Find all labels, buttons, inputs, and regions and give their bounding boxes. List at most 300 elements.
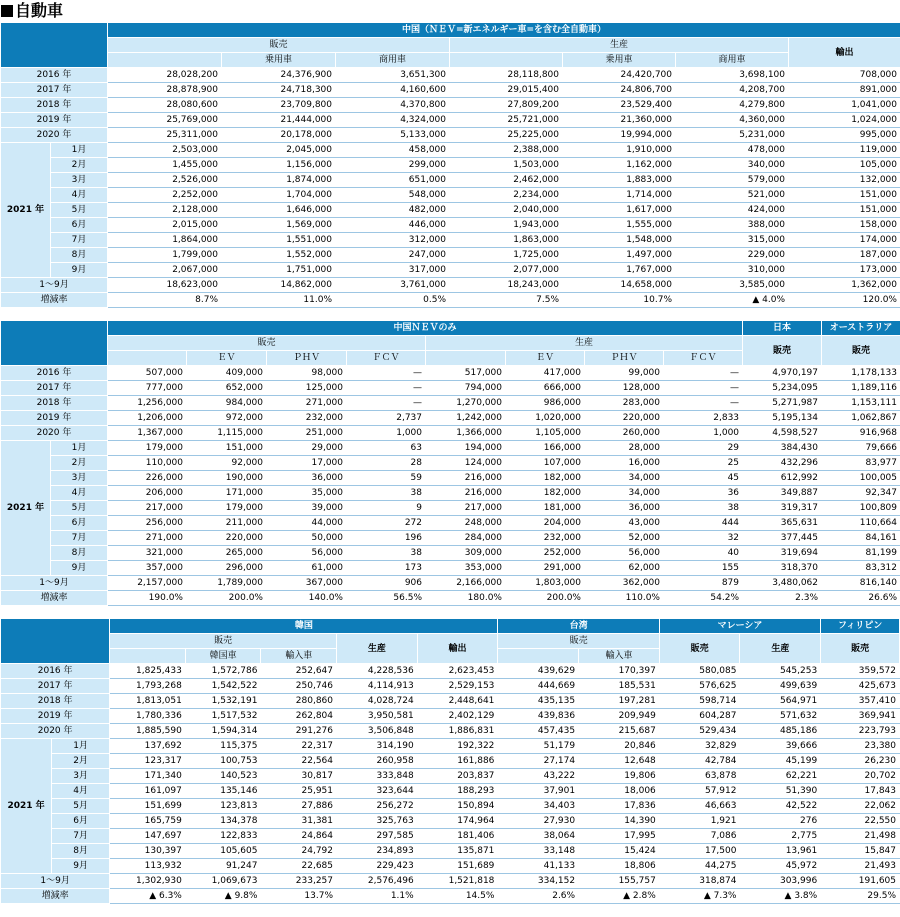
table-cell: — (664, 366, 743, 381)
australia-sales-header: 販売 (822, 336, 900, 366)
table-cell: 35,000 (267, 486, 347, 501)
table-cell: 42,522 (740, 799, 821, 814)
table-cell: 161,097 (110, 784, 186, 799)
table-cell: 312,000 (336, 233, 450, 248)
group-header-australia: オーストラリア (822, 321, 900, 336)
table-row (1, 829, 900, 844)
table-cell: 548,000 (336, 188, 450, 203)
table-row (1, 561, 900, 576)
table-cell: 223,793 (821, 724, 900, 739)
table-cell: 1,000 (664, 426, 743, 441)
table-cell: 283,000 (585, 396, 664, 411)
table-row (1, 158, 900, 173)
table-cell: — (664, 381, 743, 396)
table-cell: 217,000 (426, 501, 506, 516)
table-cell: 25 (664, 456, 743, 471)
table-cell: 190.0% (108, 591, 187, 606)
table-cell: 24,792 (261, 844, 337, 859)
table-cell: 314,190 (337, 739, 418, 754)
table-cell: 29,015,400 (450, 83, 563, 98)
table-cell: 2,737 (347, 411, 426, 426)
table-cell: 972,000 (187, 411, 267, 426)
table-cell: 7.5% (450, 293, 563, 308)
table-cell: 200.0% (187, 591, 267, 606)
table-cell: 362,000 (585, 576, 664, 591)
table-cell: 110,000 (108, 456, 187, 471)
table-cell: 7,086 (659, 829, 740, 844)
table-row (1, 456, 900, 471)
table-cell: 4,360,000 (676, 113, 789, 128)
row-label: 2017 年 (1, 381, 108, 396)
table-cell: 986,000 (506, 396, 585, 411)
table-cell: 151,000 (187, 441, 267, 456)
table-cell: 529,434 (659, 724, 740, 739)
table-cell: 20,178,000 (222, 128, 336, 143)
malaysia-sales-header: 販売 (659, 634, 740, 664)
table-cell: 248,000 (426, 516, 506, 531)
table-cell: 174,964 (417, 814, 498, 829)
table-cell: 1,020,000 (506, 411, 585, 426)
nev-production-ev-header: ＥＶ (506, 351, 585, 366)
row-label: 2018 年 (1, 98, 108, 113)
table-cell: 1,069,673 (185, 874, 261, 889)
table-row (1, 799, 900, 814)
month-label: 5月 (51, 501, 108, 516)
table-cell: 110,664 (822, 516, 900, 531)
table-cell: 25,951 (261, 784, 337, 799)
table-cell: 457,435 (498, 724, 579, 739)
table-cell: 18,623,000 (108, 278, 222, 293)
table-cell: 200.0% (506, 591, 585, 606)
table-cell: 220,000 (585, 411, 664, 426)
table-cell: 25,225,000 (450, 128, 563, 143)
table-cell: 182,000 (506, 486, 585, 501)
page-title (1, 0, 63, 22)
table-cell: 250,746 (261, 679, 337, 694)
month-label: 2月 (51, 456, 108, 471)
table-cell: 1,521,818 (417, 874, 498, 889)
table-cell: 28,000 (585, 441, 664, 456)
table-cell: 166,000 (506, 441, 585, 456)
table-cell: 478,000 (676, 143, 789, 158)
table-cell: 2,067,000 (108, 263, 222, 278)
row-label: 1～9月 (1, 278, 108, 293)
table-cell: 604,287 (659, 709, 740, 724)
table-cell: 135,146 (185, 784, 261, 799)
table-row (1, 263, 900, 278)
corner-cell (1, 619, 110, 664)
table-cell: 39,666 (740, 739, 821, 754)
table-cell: 15,847 (821, 844, 900, 859)
group-header-malaysia: マレーシア (659, 619, 820, 634)
row-label: 2019 年 (1, 709, 110, 724)
table-cell: 21,498 (821, 829, 900, 844)
table-cell: 916,968 (822, 426, 900, 441)
taiwan-sales-header: 販売 (498, 634, 659, 649)
table-cell: 2,462,000 (450, 173, 563, 188)
table-cell: 265,000 (187, 546, 267, 561)
table-cell: 1,813,051 (110, 694, 186, 709)
table-cell: 365,631 (743, 516, 822, 531)
table-cell: 256,272 (337, 799, 418, 814)
table-cell: 14,862,000 (222, 278, 336, 293)
table-cell: 3,585,000 (676, 278, 789, 293)
table-cell: 4,160,600 (336, 83, 450, 98)
table-cell: 44,275 (659, 859, 740, 874)
table-cell: 377,445 (743, 531, 822, 546)
month-label: 1月 (52, 739, 110, 754)
table-cell: 147,697 (110, 829, 186, 844)
table-cell: 14.5% (417, 889, 498, 904)
table-cell: 1,362,000 (789, 278, 900, 293)
table-cell: 1,863,000 (450, 233, 563, 248)
table-cell: 179,000 (187, 501, 267, 516)
table-cell: 1,874,000 (222, 173, 336, 188)
table-cell: 155,757 (579, 874, 660, 889)
table-cell: — (347, 396, 426, 411)
table-cell: 708,000 (789, 68, 900, 83)
production-header: 生産 (450, 38, 789, 53)
table-cell: 32,829 (659, 739, 740, 754)
table-cell: 59 (347, 471, 426, 486)
table-cell: 260,000 (585, 426, 664, 441)
table-cell: 216,000 (426, 471, 506, 486)
table-cell: 9 (347, 501, 426, 516)
row-label: 2020 年 (1, 724, 110, 739)
table-cell: 2,402,129 (417, 709, 498, 724)
table-cell: 151,000 (789, 188, 900, 203)
table-cell: 25,769,000 (108, 113, 222, 128)
table-cell: 37,901 (498, 784, 579, 799)
table-cell: 125,000 (267, 381, 347, 396)
table-cell: 18,243,000 (450, 278, 563, 293)
table-cell: 120.0% (789, 293, 900, 308)
table-cell: 38 (347, 486, 426, 501)
table-cell: 2,388,000 (450, 143, 563, 158)
table-cell: 499,639 (740, 679, 821, 694)
nev-production-phv-header: ＰＨＶ (585, 351, 664, 366)
table-row (1, 516, 900, 531)
table-cell: 140,523 (185, 769, 261, 784)
month-label: 5月 (51, 203, 108, 218)
table-cell: 151,689 (417, 859, 498, 874)
table-row (1, 278, 900, 293)
month-label: 1月 (51, 143, 108, 158)
table-cell: 92,000 (187, 456, 267, 471)
corner-cell (1, 321, 108, 366)
table-cell: 4,114,913 (337, 679, 418, 694)
table-cell: 54.2% (664, 591, 743, 606)
table-cell: 1,024,000 (789, 113, 900, 128)
table-cell: 151,699 (110, 799, 186, 814)
table-cell: 110.0% (585, 591, 664, 606)
table-cell: 1,532,191 (185, 694, 261, 709)
table-cell: 107,000 (506, 456, 585, 471)
row-label: 増減率 (1, 591, 108, 606)
korea-sales-total-header (110, 649, 186, 664)
table-cell: 62,221 (740, 769, 821, 784)
table-cell: 134,378 (185, 814, 261, 829)
table-row (1, 381, 900, 396)
table-cell: 1,542,522 (185, 679, 261, 694)
table-cell: 13.7% (261, 889, 337, 904)
table-cell: 79,666 (822, 441, 900, 456)
table-cell: 1,799,000 (108, 248, 222, 263)
china-all-vehicles-table (0, 22, 900, 308)
table-cell: 3,950,581 (337, 709, 418, 724)
table-cell: 191,605 (821, 874, 900, 889)
table-cell: 19,806 (579, 769, 660, 784)
corner-cell (1, 23, 108, 68)
table-cell: 124,000 (426, 456, 506, 471)
table-cell: 170,397 (579, 664, 660, 679)
table-cell: 46,663 (659, 799, 740, 814)
row-label: 増減率 (1, 889, 110, 904)
table-cell: 384,430 (743, 441, 822, 456)
table-cell: 359,572 (821, 664, 900, 679)
table-cell: 1,714,000 (563, 188, 676, 203)
table-row (1, 441, 900, 456)
table-cell: 388,000 (676, 218, 789, 233)
korea-sales-korean-header: 韓国車 (185, 649, 261, 664)
table-row (1, 143, 900, 158)
table-cell: 2.6% (498, 889, 579, 904)
row-label: 2016 年 (1, 366, 108, 381)
table-cell: 984,000 (187, 396, 267, 411)
table-cell: 119,000 (789, 143, 900, 158)
table-row (1, 218, 900, 233)
table-cell: 571,632 (740, 709, 821, 724)
table-cell: 309,000 (426, 546, 506, 561)
table-cell: 482,000 (336, 203, 450, 218)
table-cell: 1,569,000 (222, 218, 336, 233)
table-cell: 1,503,000 (450, 158, 563, 173)
table-cell: 45,972 (740, 859, 821, 874)
table-row (1, 784, 900, 799)
row-label: 2018 年 (1, 396, 108, 411)
table-row (1, 769, 900, 784)
table-cell: 181,000 (506, 501, 585, 516)
table-cell: 1,497,000 (563, 248, 676, 263)
table-cell: 51,390 (740, 784, 821, 799)
table-cell: 1,704,000 (222, 188, 336, 203)
nev-sales-header: 販売 (108, 336, 426, 351)
table-cell: 2,448,641 (417, 694, 498, 709)
table-cell: 303,996 (740, 874, 821, 889)
table-cell: 174,000 (789, 233, 900, 248)
table-cell: 4,970,197 (743, 366, 822, 381)
production-total-header (450, 53, 563, 68)
table-cell: 24,806,700 (563, 83, 676, 98)
table-cell: 8.7% (108, 293, 222, 308)
row-label: 2020 年 (1, 426, 108, 441)
table-cell: 28 (347, 456, 426, 471)
table-cell: 84,161 (822, 531, 900, 546)
table-row (1, 203, 900, 218)
production-passenger-header: 乗用車 (563, 53, 676, 68)
table-cell: 256,000 (108, 516, 187, 531)
table-cell: 1,153,111 (822, 396, 900, 411)
table-row (1, 679, 900, 694)
table-cell: 204,000 (506, 516, 585, 531)
table-cell: 284,000 (426, 531, 506, 546)
table-cell: 1,725,000 (450, 248, 563, 263)
table-cell: 171,000 (187, 486, 267, 501)
table-cell: 100,005 (822, 471, 900, 486)
table-cell: 17,500 (659, 844, 740, 859)
table-cell: 28,080,600 (108, 98, 222, 113)
table-cell: 123,813 (185, 799, 261, 814)
table-cell: 22,564 (261, 754, 337, 769)
table-cell: 26.6% (822, 591, 900, 606)
row-label: 2020 年 (1, 128, 108, 143)
nev-production-header: 生産 (426, 336, 743, 351)
table-cell: 63 (347, 441, 426, 456)
table-cell: 321,000 (108, 546, 187, 561)
table-row (1, 724, 900, 739)
table-cell: 83,977 (822, 456, 900, 471)
month-label: 3月 (52, 769, 110, 784)
table-cell: 5,231,000 (676, 128, 789, 143)
row-label: 2016 年 (1, 68, 108, 83)
table-cell: 1,780,336 (110, 709, 186, 724)
table-cell: 2,128,000 (108, 203, 222, 218)
table-cell: — (347, 381, 426, 396)
table-cell: 28,878,900 (108, 83, 222, 98)
table-cell: 318,370 (743, 561, 822, 576)
table-cell: 446,000 (336, 218, 450, 233)
table-cell: 323,644 (337, 784, 418, 799)
month-label: 4月 (52, 784, 110, 799)
month-label: 7月 (51, 531, 108, 546)
row-label: 1～9月 (1, 874, 110, 889)
table-cell: 1,517,532 (185, 709, 261, 724)
table-cell: 36 (664, 486, 743, 501)
japan-sales-header: 販売 (743, 336, 822, 366)
table-cell: 100,753 (185, 754, 261, 769)
table-cell: 280,860 (261, 694, 337, 709)
title-text: 自動車 (15, 1, 64, 20)
table-cell: 23,529,400 (563, 98, 676, 113)
table-cell: 2,045,000 (222, 143, 336, 158)
table-cell: 197,281 (579, 694, 660, 709)
table-cell: 99,000 (585, 366, 664, 381)
table-cell: 291,276 (261, 724, 337, 739)
table-cell: 27,886 (261, 799, 337, 814)
table-cell: 22,685 (261, 859, 337, 874)
table-cell: 319,317 (743, 501, 822, 516)
year-label: 2021 年 (1, 441, 51, 576)
table-cell: 579,000 (676, 173, 789, 188)
table-cell: 150,894 (417, 799, 498, 814)
table-cell: 185,531 (579, 679, 660, 694)
table-cell: 2,775 (740, 829, 821, 844)
table-cell: 17,000 (267, 456, 347, 471)
table-cell: 424,000 (676, 203, 789, 218)
table-cell: 34,000 (585, 486, 664, 501)
table-cell: 161,886 (417, 754, 498, 769)
korea-production-header: 生産 (337, 634, 418, 664)
table-cell: 1,552,000 (222, 248, 336, 263)
malaysia-production-header: 生産 (740, 634, 821, 664)
table-cell: 42,784 (659, 754, 740, 769)
table-cell: ▲ 4.0% (676, 293, 789, 308)
table-cell: 28,118,800 (450, 68, 563, 83)
table-row (1, 694, 900, 709)
table-cell: 1,572,786 (185, 664, 261, 679)
table-cell: 105,000 (789, 158, 900, 173)
table-row (1, 754, 900, 769)
table-row (1, 411, 900, 426)
table-cell: 140.0% (267, 591, 347, 606)
table-cell: 1,921 (659, 814, 740, 829)
table-cell: 123,317 (110, 754, 186, 769)
table-cell: 24,376,900 (222, 68, 336, 83)
table-cell: 211,000 (187, 516, 267, 531)
table-row (1, 426, 900, 441)
sales-passenger-header: 乗用車 (222, 53, 336, 68)
square-bullet-icon (1, 5, 13, 17)
table-cell: 252,647 (261, 664, 337, 679)
month-label: 7月 (51, 233, 108, 248)
table-cell: 251,000 (267, 426, 347, 441)
table-row (1, 859, 900, 874)
table-cell: 1,793,268 (110, 679, 186, 694)
table-row (1, 889, 900, 904)
table-row (1, 664, 900, 679)
table-cell: 30,817 (261, 769, 337, 784)
table-cell: 34,403 (498, 799, 579, 814)
table-cell: 5,234,095 (743, 381, 822, 396)
china-nev-japan-australia-table (0, 320, 900, 606)
row-label: 2017 年 (1, 83, 108, 98)
table-cell: 1,617,000 (563, 203, 676, 218)
month-label: 3月 (51, 471, 108, 486)
table-cell: 56.5% (347, 591, 426, 606)
table-cell: 24,718,300 (222, 83, 336, 98)
table-cell: 43,000 (585, 516, 664, 531)
table-cell: 1,367,000 (108, 426, 187, 441)
table-row (1, 113, 900, 128)
table-cell: 1,551,000 (222, 233, 336, 248)
table-cell: 24,864 (261, 829, 337, 844)
table-cell: 26,230 (821, 754, 900, 769)
philippines-sales-header: 販売 (821, 634, 900, 664)
table-cell: 276 (740, 814, 821, 829)
month-label: 9月 (52, 859, 110, 874)
table-row (1, 188, 900, 203)
table-cell: 44,000 (267, 516, 347, 531)
table-cell: 2,833 (664, 411, 743, 426)
table-cell: 18,806 (579, 859, 660, 874)
table-cell: 52,000 (585, 531, 664, 546)
table-cell: 2,529,153 (417, 679, 498, 694)
table-cell: 21,360,000 (563, 113, 676, 128)
table-cell: 5,271,987 (743, 396, 822, 411)
table-cell: 1,189,116 (822, 381, 900, 396)
table-cell: 56,000 (267, 546, 347, 561)
table-cell: 1,555,000 (563, 218, 676, 233)
table-cell: 23,709,800 (222, 98, 336, 113)
table-cell: 196 (347, 531, 426, 546)
table-cell: 25,721,000 (450, 113, 563, 128)
table-cell: 5,195,134 (743, 411, 822, 426)
table-cell: 1,789,000 (187, 576, 267, 591)
table-cell: 2,252,000 (108, 188, 222, 203)
table-cell: 194,000 (426, 441, 506, 456)
table-row (1, 248, 900, 263)
nev-production-total-header (426, 351, 506, 366)
